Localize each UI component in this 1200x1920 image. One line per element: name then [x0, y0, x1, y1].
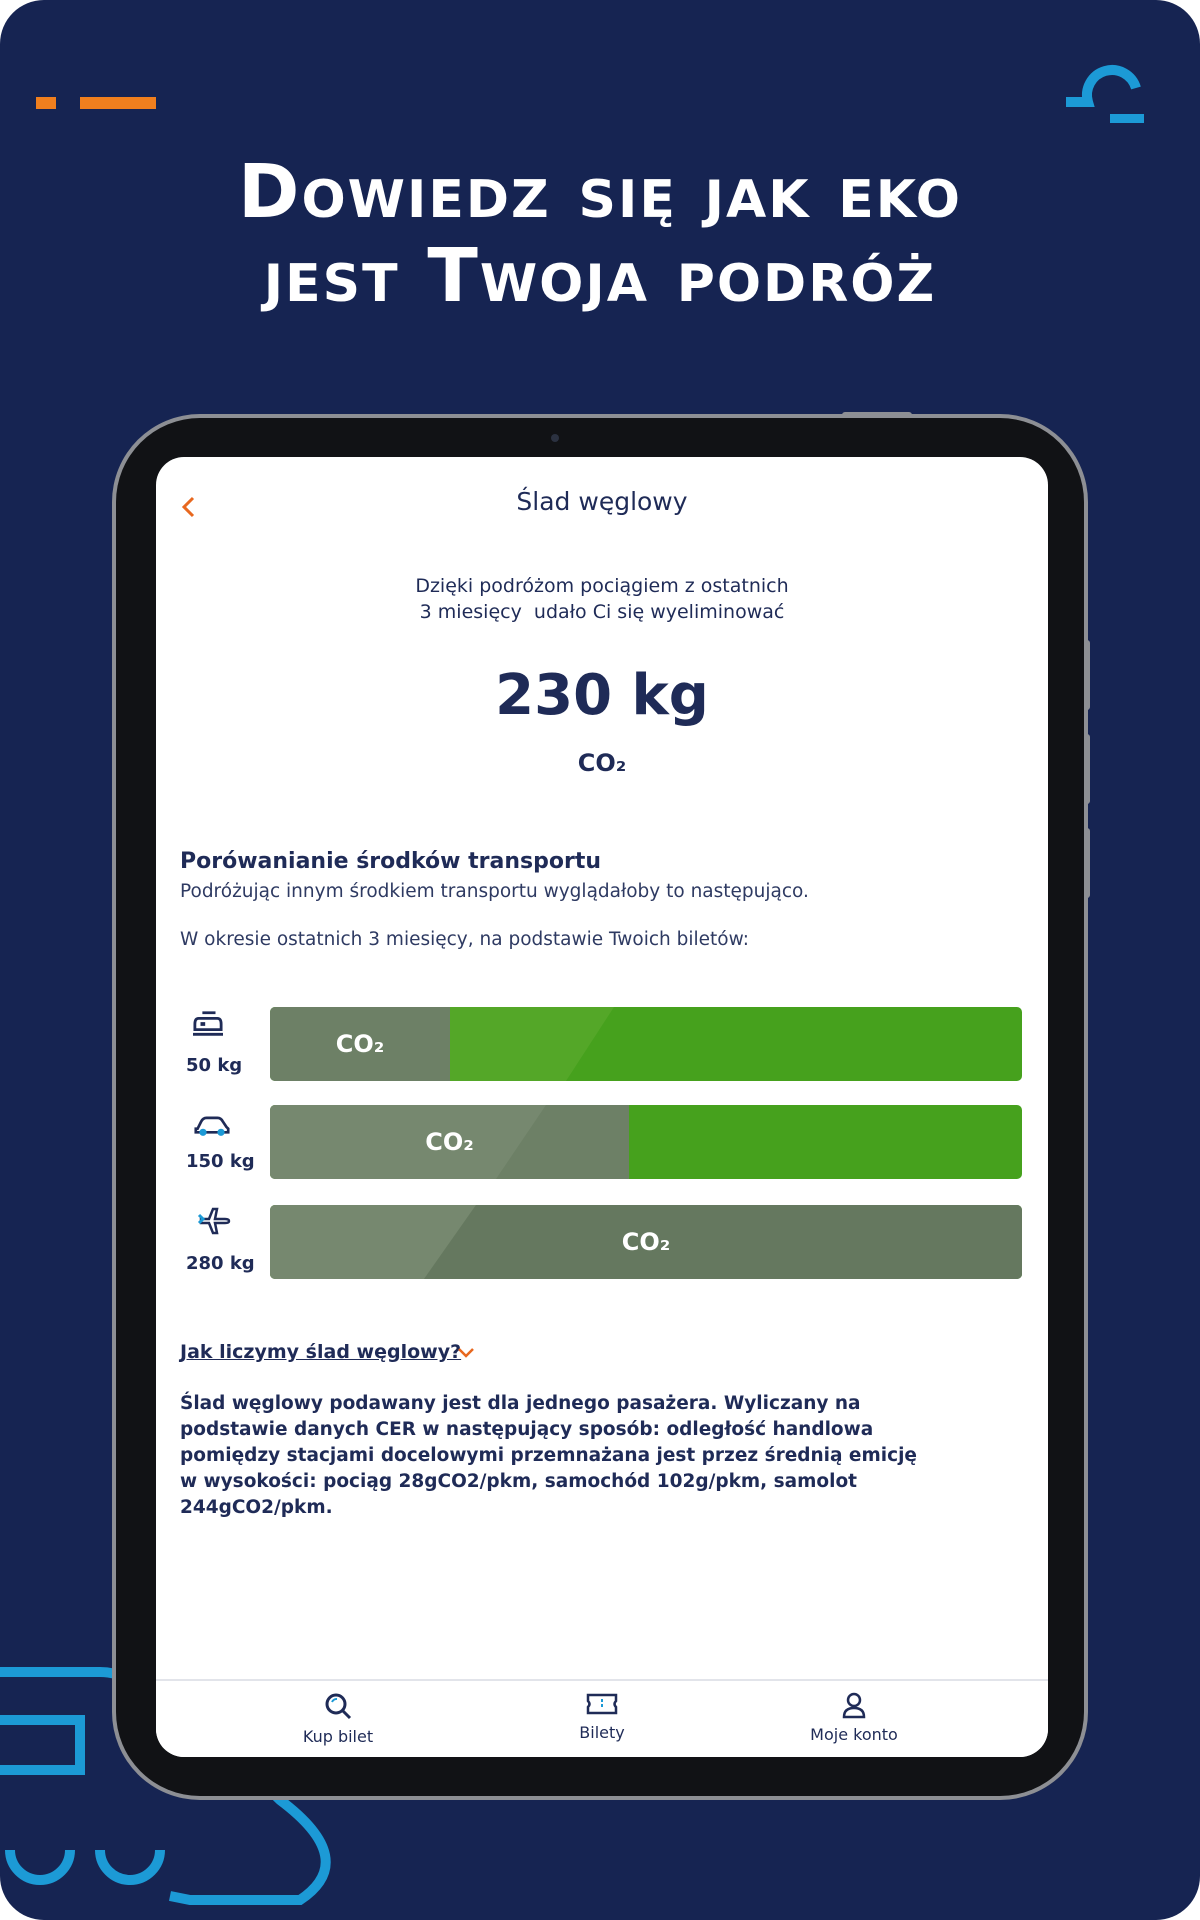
plane-emission-bar: [270, 1205, 1022, 1279]
plane-emission-label: 280 kg: [186, 1253, 255, 1274]
tab-my-account[interactable]: [754, 1691, 954, 1757]
account-icon: [840, 1691, 868, 1719]
train-bar-text: CO₂: [335, 1030, 385, 1058]
tab-tickets-label: Bilety: [579, 1723, 625, 1742]
orange-dash-decoration: [80, 97, 156, 109]
calculation-explanation: Ślad węglowy podawany jest dla jednego pasażera. Wyliczany na podstawie danych CER w następujący sposób: odległość handlowa pomiędzy stacjami docelowymi przemnażana jest przez średnią emicję w wysokości: pociąg 28gCO2/pkm, samochód 102g/pkm, samolot 244gCO2/pkm.: [180, 1393, 917, 1518]
comparison-row-car: [156, 1105, 1048, 1185]
tab-my-account-label: Moje konto: [810, 1725, 898, 1744]
page-title: Ślad węglowy: [516, 487, 688, 516]
tab-tickets[interactable]: [502, 1691, 702, 1757]
app-screen: [156, 457, 1048, 1757]
tab-buy-ticket-label: Kup bilet: [302, 1727, 374, 1746]
headline: [0, 150, 1200, 318]
saved-unit: CO₂: [577, 749, 627, 777]
chevron-down-icon[interactable]: [456, 1343, 476, 1363]
comparison-row-train: [156, 1007, 1048, 1087]
orange-dash-decoration: [36, 97, 56, 109]
headline-line-1: Dowiedz się jak eko: [238, 149, 962, 235]
bottom-navigation: [156, 1679, 1048, 1757]
how-we-calculate-link[interactable]: Jak liczymy ślad węglowy?: [180, 1341, 462, 1363]
tablet-volume-button: [1084, 734, 1090, 804]
car-bar-text: CO₂: [425, 1128, 474, 1156]
comparison-title: Porówanianie środków transportu: [180, 849, 602, 874]
ticket-icon: [586, 1691, 618, 1717]
plane-bar-text: CO₂: [621, 1228, 671, 1256]
headline-line-2: jest Twoja podróż: [263, 233, 937, 319]
car-emission-bar: [270, 1105, 1022, 1179]
tab-buy-ticket[interactable]: [238, 1691, 438, 1757]
search-icon: [323, 1691, 353, 1721]
intro-text: [156, 573, 1048, 625]
intro-line-1: Dzięki podróżom pociągiem z ostatnich: [415, 575, 789, 597]
tablet-volume-button: [1084, 640, 1090, 710]
comparison-period: W okresie ostatnich 3 miesięcy, na podstawie Twoich biletów:: [180, 929, 749, 950]
tablet-side-button: [1084, 828, 1090, 898]
train-emission-bar: [270, 1007, 1022, 1081]
train-icon: [190, 1009, 226, 1039]
comparison-row-plane: [156, 1205, 1048, 1285]
intro-line-2: 3 miesięcy udało Ci się wyeliminować: [419, 601, 785, 623]
car-emission-label: 150 kg: [186, 1151, 255, 1172]
car-icon: [194, 1111, 230, 1141]
comparison-subtitle: Podróżując innym środkiem transportu wyglądałoby to następująco.: [180, 881, 809, 902]
saved-amount: 230 kg: [495, 663, 709, 728]
tablet-camera: [551, 434, 559, 442]
blue-arc-decoration: [1060, 60, 1150, 130]
plane-icon: [196, 1205, 232, 1235]
train-emission-label: 50 kg: [186, 1055, 243, 1076]
